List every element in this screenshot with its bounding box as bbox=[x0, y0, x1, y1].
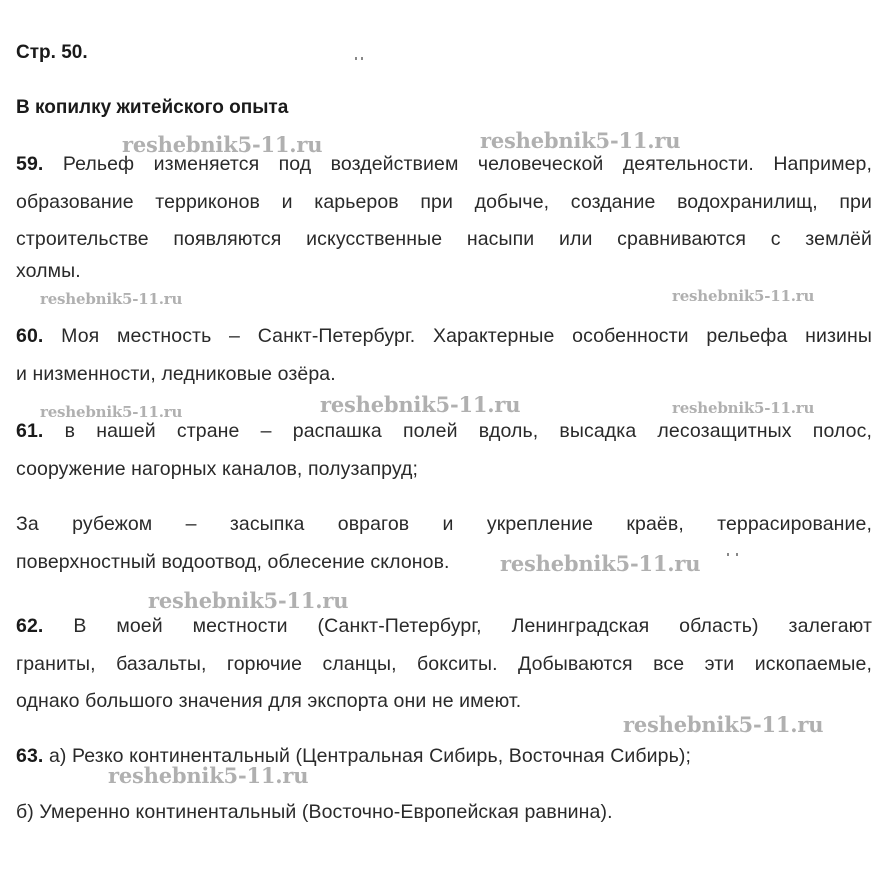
answer-59-line-2: образование терриконов и карьеров при добыче, создание водохранилищ, при bbox=[16, 190, 872, 213]
watermark: reshebnik5-11.ru bbox=[320, 392, 521, 417]
scan-speck bbox=[361, 57, 363, 60]
watermark: reshebnik5-11.ru bbox=[108, 763, 309, 788]
scan-speck bbox=[355, 57, 357, 60]
answer-60-line-2: и низменности, ледниковые озёра. bbox=[16, 362, 336, 385]
answer-63-line-b: б) Умеренно континентальный (Восточно-Европейская равнина). bbox=[16, 801, 613, 823]
watermark: reshebnik5-11.ru bbox=[40, 403, 183, 421]
scan-speck bbox=[727, 553, 729, 556]
answer-63-b bbox=[16, 794, 872, 832]
answer-62 bbox=[16, 608, 872, 721]
page-label: Стр. 50. bbox=[16, 42, 88, 63]
watermark: reshebnik5-11.ru bbox=[623, 712, 824, 737]
answer-59-line-1: 59. Рельеф изменяется под воздействием человеческой деятельности. Например, bbox=[16, 153, 872, 175]
answer-62-line-3: однако большого значения для экспорта они не имеют. bbox=[16, 690, 522, 712]
answer-63-line-a: 63. а) Резко континентальный (Центральная Сибирь, Восточная Сибирь); bbox=[16, 745, 691, 767]
watermark: reshebnik5-11.ru bbox=[480, 128, 681, 153]
answer-61-abroad-line-1: За рубежом – засыпка оврагов и укрепление краёв, террасирование, bbox=[16, 513, 872, 535]
answer-60-line-1: 60. Моя местность – Санкт-Петербург. Характерные особенности рельефа низины bbox=[16, 325, 872, 347]
section-title: В копилку житейского опыта bbox=[16, 97, 289, 118]
watermark: reshebnik5-11.ru bbox=[672, 399, 815, 417]
answer-number: 62. bbox=[16, 615, 44, 637]
answer-61-line-1: 61. в нашей стране – распашка полей вдоль, высадка лесозащитных полос, bbox=[16, 420, 872, 442]
answer-61-line-2: сооружение нагорных каналов, полузапруд; bbox=[16, 457, 419, 480]
answer-59-line-4: холмы. bbox=[16, 259, 81, 282]
answer-number: 61. bbox=[16, 420, 44, 442]
answer-59 bbox=[16, 146, 872, 283]
answer-62-line-2: граниты, базальты, горючие сланцы, бокситы. Добываются все эти ископаемые, bbox=[16, 652, 872, 675]
answer-59-line-3: строительстве появляются искусственные насыпи или сравниваются с землёй bbox=[16, 228, 872, 250]
answer-61-abroad-line-2: поверхностный водоотвод, облесение склонов. bbox=[16, 550, 450, 573]
watermark: reshebnik5-11.ru bbox=[148, 588, 349, 613]
answer-62-line-1: 62. В моей местности (Санкт-Петербург, Ленинградская область) залегают bbox=[16, 615, 872, 637]
watermark: reshebnik5-11.ru bbox=[500, 551, 701, 576]
watermark: reshebnik5-11.ru bbox=[672, 287, 815, 305]
answer-61-abroad bbox=[16, 506, 872, 581]
answer-60 bbox=[16, 318, 872, 393]
answer-number: 63. bbox=[16, 745, 44, 767]
answer-number: 60. bbox=[16, 325, 44, 347]
watermark: reshebnik5-11.ru bbox=[122, 132, 323, 157]
watermark: reshebnik5-11.ru bbox=[40, 290, 183, 308]
answer-61 bbox=[16, 413, 872, 488]
scan-speck bbox=[736, 553, 738, 556]
answer-number: 59. bbox=[16, 153, 44, 175]
